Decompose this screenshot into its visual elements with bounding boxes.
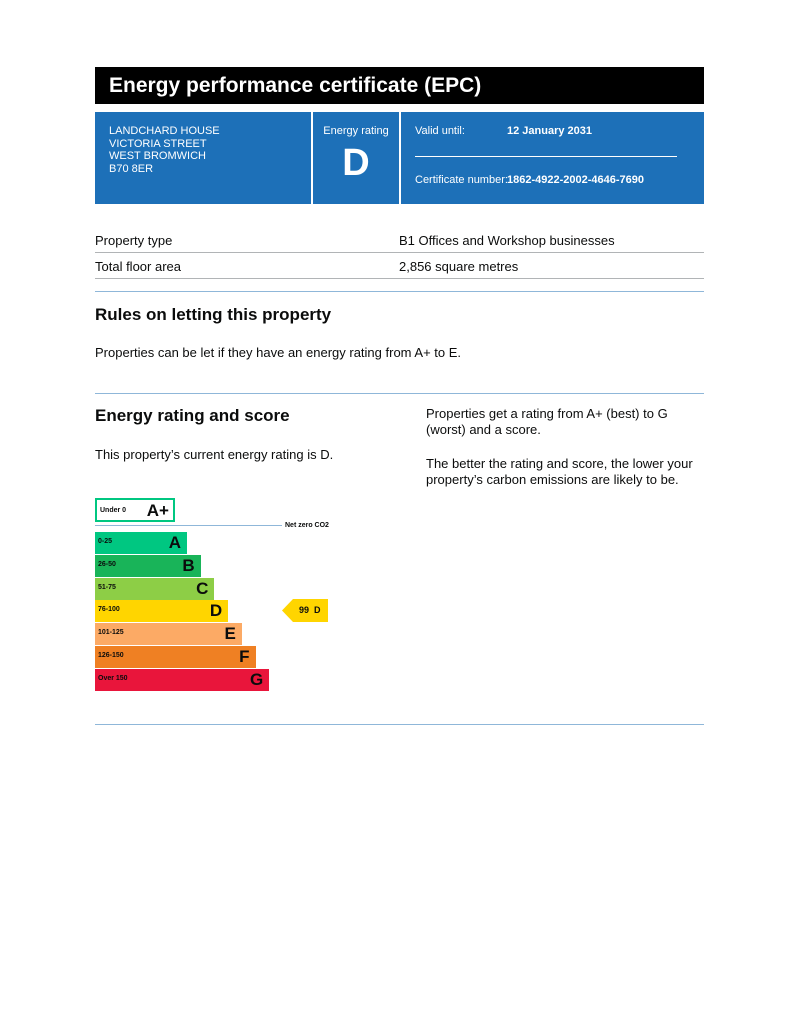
panel-rule — [415, 156, 677, 157]
band-range: 51-75 — [98, 583, 116, 591]
address-line: WEST BROMWICH — [109, 150, 206, 163]
certificate-summary-panel — [95, 112, 704, 204]
band-a — [95, 532, 187, 554]
section-divider — [95, 393, 704, 394]
band-e — [95, 623, 242, 645]
certificate-number-label: Certificate number: — [415, 174, 508, 186]
band-aplus — [95, 498, 175, 522]
property-type-row — [95, 227, 704, 253]
band-range: 0-25 — [98, 538, 113, 545]
floor-area-value: 2,856 square metres — [399, 259, 519, 274]
property-type-value: B1 Offices and Workshop businesses — [399, 233, 615, 248]
floor-area-row — [95, 253, 704, 279]
band-range: 101-125 — [98, 629, 124, 637]
band-range: Over 150 — [98, 674, 128, 682]
rating-explainer-text: Properties get a rating from A+ (best) to G (worst) and a score. — [426, 406, 668, 437]
band-range: 76-100 — [98, 606, 120, 614]
rules-heading: Rules on letting this property — [95, 305, 332, 324]
energy-rating-heading: Energy rating and score — [95, 406, 290, 425]
band-range: 26-50 — [98, 560, 116, 568]
valid-until-value: 12 January 2031 — [507, 125, 593, 137]
section-divider — [95, 724, 704, 725]
rating-explainer-text: The better the rating and score, the lower your property’s carbon emissions are likely to be. — [426, 456, 693, 487]
current-rating-marker — [282, 599, 328, 622]
rules-text: Properties can be let if they have an energy rating from A+ to E. — [95, 345, 462, 360]
panel-divider — [399, 112, 401, 204]
band-range: 126-150 — [98, 652, 124, 659]
current-rating-letter: D — [314, 605, 321, 615]
band-letter: E — [224, 624, 236, 644]
band-d — [95, 600, 228, 622]
band-letter: G — [249, 669, 264, 689]
page-title: Energy performance certificate (EPC) — [95, 67, 704, 104]
address-line: LANDCHARD HOUSE — [109, 125, 220, 137]
band-letter: D — [209, 601, 223, 621]
section-divider — [95, 291, 704, 292]
band-letter: F — [239, 647, 250, 666]
energy-rating-letter: D — [342, 142, 370, 184]
current-rating-text: This property’s current energy rating is D. — [95, 447, 334, 462]
band-letter: A+ — [146, 501, 169, 520]
property-type-label: Property type — [95, 233, 173, 248]
certificate-number-value: 1862-4922-2002-4646-7690 — [507, 174, 645, 186]
floor-area-label: Total floor area — [95, 259, 181, 274]
band-f — [95, 646, 256, 668]
band-c — [95, 578, 214, 600]
band-letter: B — [182, 555, 195, 575]
current-score: 99 — [299, 605, 310, 615]
net-zero-label: Net zero CO2 — [285, 522, 329, 529]
address-line: B70 8ER — [109, 162, 154, 175]
property-address — [109, 125, 220, 175]
energy-rating-label: Energy rating — [323, 125, 389, 137]
band-g — [95, 669, 269, 691]
address-line: VICTORIA STREET — [109, 137, 207, 150]
band-range: Under 0 — [100, 507, 127, 514]
band-letter: C — [196, 578, 209, 598]
band-letter: A — [168, 533, 181, 552]
valid-until-label: Valid until: — [415, 125, 465, 137]
band-b — [95, 555, 201, 577]
net-zero-line — [95, 525, 282, 526]
